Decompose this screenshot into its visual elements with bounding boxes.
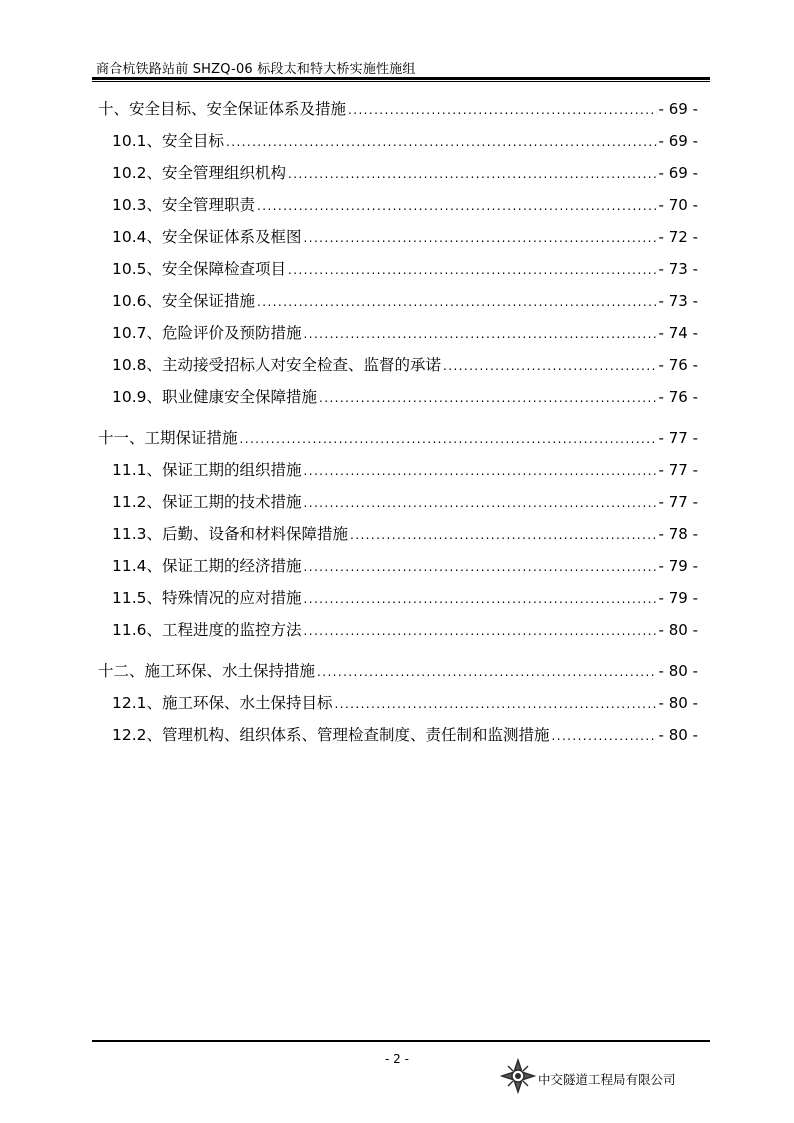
toc-entry-label: 11.6、工程进度的监控方法 bbox=[112, 621, 302, 639]
toc-entry[interactable] bbox=[112, 321, 698, 343]
toc-entry-label: 十、安全目标、安全保证体系及措施 bbox=[98, 100, 347, 118]
toc-entry[interactable] bbox=[112, 490, 698, 512]
toc-entry-label: 10.5、安全保障检查项目 bbox=[112, 260, 287, 278]
toc-entry-page-number: - 70 - bbox=[658, 196, 698, 214]
toc-entry-page-number: - 69 - bbox=[658, 132, 698, 150]
toc-entry[interactable] bbox=[112, 257, 698, 279]
company-name: 中交隧道工程局有限公司 bbox=[538, 1072, 676, 1087]
toc-entry-label: 11.4、保证工期的经济措施 bbox=[112, 557, 302, 575]
footer-rule bbox=[92, 1040, 710, 1042]
toc-entry-page-number: - 77 - bbox=[658, 429, 698, 447]
toc-dot-leader bbox=[288, 263, 657, 277]
toc-entry[interactable] bbox=[112, 586, 698, 608]
toc-dot-leader bbox=[257, 199, 657, 213]
toc-dot-leader bbox=[240, 432, 657, 446]
toc-entry-page-number: - 72 - bbox=[658, 228, 698, 246]
toc-entry-page-number: - 77 - bbox=[658, 461, 698, 479]
toc-entry-page-number: - 76 - bbox=[658, 388, 698, 406]
toc-entry-label: 10.2、安全管理组织机构 bbox=[112, 164, 287, 182]
toc-entry[interactable] bbox=[112, 353, 698, 375]
toc-entry[interactable] bbox=[98, 426, 698, 448]
toc-dot-leader bbox=[304, 464, 657, 478]
toc-entry[interactable] bbox=[112, 193, 698, 215]
toc-dot-leader bbox=[350, 528, 657, 542]
page-number: - 2 - bbox=[385, 1052, 409, 1066]
toc-dot-leader bbox=[304, 560, 657, 574]
toc-entry[interactable] bbox=[112, 225, 698, 247]
toc-entry[interactable] bbox=[112, 554, 698, 576]
toc-entry-label: 11.3、后勤、设备和材料保障措施 bbox=[112, 525, 349, 543]
toc-entry-label: 10.4、安全保证体系及框图 bbox=[112, 228, 302, 246]
header-rule bbox=[92, 77, 710, 80]
toc-entry-label: 11.5、特殊情况的应对措施 bbox=[112, 589, 302, 607]
toc-entry[interactable] bbox=[98, 97, 698, 119]
toc-dot-leader bbox=[348, 103, 657, 117]
toc-entry-label: 十二、施工环保、水土保持措施 bbox=[98, 662, 316, 680]
toc-entry-label: 10.3、安全管理职责 bbox=[112, 196, 256, 214]
toc-entry-label: 10.9、职业健康安全保障措施 bbox=[112, 388, 318, 406]
toc-dot-leader bbox=[304, 327, 657, 341]
toc-entry-label: 10.6、安全保证措施 bbox=[112, 292, 256, 310]
toc-entry[interactable] bbox=[112, 289, 698, 311]
toc-entry-label: 12.2、管理机构、组织体系、管理检查制度、责任制和监测措施 bbox=[112, 726, 550, 744]
toc-dot-leader bbox=[304, 592, 657, 606]
toc-dot-leader bbox=[304, 624, 657, 638]
toc-entry-page-number: - 74 - bbox=[658, 324, 698, 342]
toc-entry[interactable] bbox=[112, 618, 698, 640]
toc-entry[interactable] bbox=[112, 723, 698, 745]
toc-entry-label: 10.7、危险评价及预防措施 bbox=[112, 324, 302, 342]
toc-entry-page-number: - 78 - bbox=[658, 525, 698, 543]
toc-entry-label: 10.8、主动接受招标人对安全检查、监督的承诺 bbox=[112, 356, 442, 374]
toc-entry-page-number: - 77 - bbox=[658, 493, 698, 511]
toc-dot-leader bbox=[317, 665, 657, 679]
toc-entry-page-number: - 69 - bbox=[658, 100, 698, 118]
toc-entry-page-number: - 80 - bbox=[658, 726, 698, 744]
toc-entry-page-number: - 79 - bbox=[658, 557, 698, 575]
toc-entry[interactable] bbox=[112, 161, 698, 183]
toc-entry-page-number: - 73 - bbox=[658, 260, 698, 278]
toc-entry-page-number: - 76 - bbox=[658, 356, 698, 374]
toc-entry-page-number: - 80 - bbox=[658, 662, 698, 680]
toc-entry-label: 11.2、保证工期的技术措施 bbox=[112, 493, 302, 511]
toc-dot-leader bbox=[304, 496, 657, 510]
toc-entry[interactable] bbox=[112, 458, 698, 480]
header-rule-thin bbox=[92, 81, 710, 82]
page-header-title: 商合杭铁路站前 SHZQ-06 标段太和特大桥实施性施组 bbox=[96, 62, 416, 77]
toc-dot-leader bbox=[288, 167, 657, 181]
toc-entry-page-number: - 73 - bbox=[658, 292, 698, 310]
toc-entry-page-number: - 80 - bbox=[658, 694, 698, 712]
toc-dot-leader bbox=[226, 135, 657, 149]
toc-dot-leader bbox=[335, 697, 657, 711]
toc-dot-leader bbox=[552, 729, 657, 743]
toc-entry-page-number: - 80 - bbox=[658, 621, 698, 639]
toc-dot-leader bbox=[257, 295, 657, 309]
toc-entry-label: 十一、工期保证措施 bbox=[98, 429, 238, 447]
toc-entry[interactable] bbox=[98, 659, 698, 681]
toc-entry-page-number: - 79 - bbox=[658, 589, 698, 607]
toc-entry-label: 12.1、施工环保、水土保持目标 bbox=[112, 694, 333, 712]
toc-entry[interactable] bbox=[112, 129, 698, 151]
toc-dot-leader bbox=[304, 231, 657, 245]
toc-entry[interactable] bbox=[112, 385, 698, 407]
toc-dot-leader bbox=[319, 391, 657, 405]
toc-dot-leader bbox=[443, 359, 657, 373]
company-logo-icon bbox=[500, 1058, 536, 1094]
toc-entry[interactable] bbox=[112, 522, 698, 544]
toc-entry-label: 11.1、保证工期的组织措施 bbox=[112, 461, 302, 479]
toc-entry[interactable] bbox=[112, 691, 698, 713]
toc-entry-label: 10.1、安全目标 bbox=[112, 132, 225, 150]
toc-entry-page-number: - 69 - bbox=[658, 164, 698, 182]
